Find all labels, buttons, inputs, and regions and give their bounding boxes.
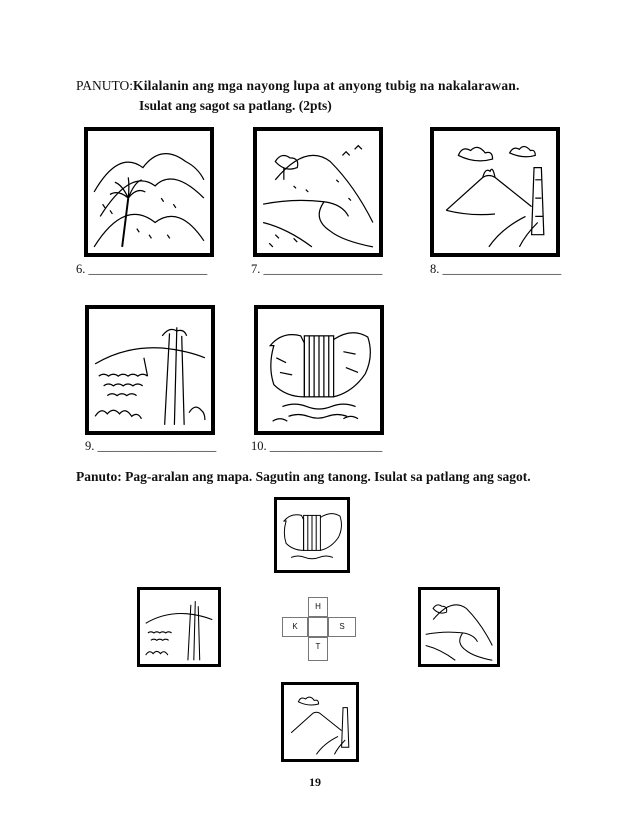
compass-west: K xyxy=(282,617,308,637)
page-number: 19 xyxy=(309,775,321,789)
instruction-1 xyxy=(76,76,566,116)
mountains-palm-picture xyxy=(84,127,214,257)
compass-center xyxy=(308,617,328,637)
answer-blank-8: 8. ___________________ xyxy=(430,262,562,276)
answer-blank-10: 10. __________________ xyxy=(251,439,383,453)
answer-blank-9: 9. ___________________ xyxy=(85,439,217,453)
map-north-waterfall xyxy=(274,497,350,573)
waterfall-icon xyxy=(258,309,380,431)
waterfall-icon xyxy=(277,500,347,570)
answer-blank-6: 6. ___________________ xyxy=(76,262,208,276)
plain-trees-picture xyxy=(85,305,215,435)
hill-with-river-icon xyxy=(421,590,497,664)
instruction-label: PANUTO: xyxy=(76,78,134,93)
hill-river-picture xyxy=(253,127,383,257)
volcano-with-road-icon xyxy=(434,131,556,253)
compass-north: H xyxy=(308,597,328,617)
map-east-hill xyxy=(418,587,500,667)
hill-with-river-icon xyxy=(257,131,379,253)
plain-with-trees-icon xyxy=(140,590,218,664)
instruction-text-line1: Kilalanin ang mga nayong lupa at anyong tubig na nakalarawan. xyxy=(133,78,520,93)
map-south-volcano xyxy=(281,682,359,762)
instruction-text-line2: Isulat ang sagot sa patlang. (2pts) xyxy=(139,98,332,113)
mountains-with-palm-tree-icon xyxy=(88,131,210,253)
instruction-2: Panuto: Pag-aralan ang mapa. Sagutin ang tanong. Isulat sa patlang ang sagot. xyxy=(76,469,531,484)
map-west-plain xyxy=(137,587,221,667)
volcano-road-picture xyxy=(430,127,560,257)
volcano-with-road-icon xyxy=(284,685,356,759)
plain-with-trees-icon xyxy=(89,309,211,431)
compass-south: T xyxy=(308,637,328,661)
answer-blank-7: 7. ___________________ xyxy=(251,262,383,276)
compass-east: S xyxy=(328,617,356,637)
waterfall-picture xyxy=(254,305,384,435)
